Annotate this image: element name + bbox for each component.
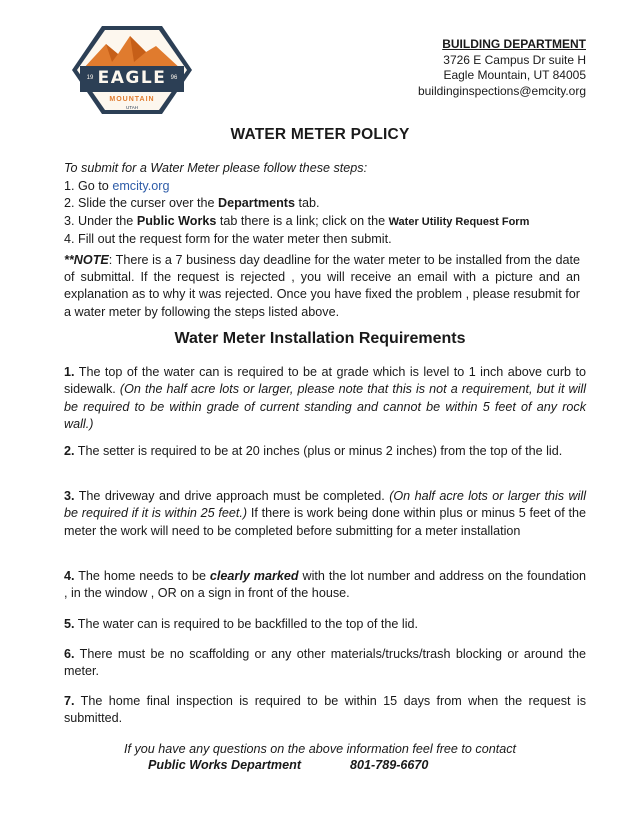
emcity-link[interactable]: emcity.org (112, 178, 170, 193)
step-1: 1. Go to emcity.org (64, 178, 170, 193)
note-text: : There is a 7 business day deadline for the water meter to be installed from the date of submittal. If the request is rejected , you will receive an email with a picture and an explanation as to why it was rejected. Once you have fixed the problem , please resubmit for a water meter by following the steps listed above. (64, 253, 580, 319)
department-email: buildinginspections@emcity.org (417, 83, 586, 98)
contact-department: Public Works Department (148, 758, 302, 772)
address-line-1: 3726 E Campus Dr suite H (443, 52, 586, 67)
steps-intro: To submit for a Water Meter please follow these steps: (64, 161, 368, 175)
requirements-title: Water Meter Installation Requirements (174, 330, 466, 347)
requirement-4: 4. The home needs to be clearly marked with the lot number and address on the foundation , in the window , OR on a sign in front of the house. (64, 569, 586, 601)
logo-sub: MOUNTAIN (109, 96, 155, 103)
requirement-7: 7. The home final inspection is required to be within 15 days from when the request is submitted. (64, 694, 586, 726)
closing-text: If you have any questions on the above information feel free to contact (123, 742, 517, 756)
policy-title: WATER METER POLICY (230, 126, 410, 143)
address-line-2: Eagle Mountain, UT 84005 (443, 68, 586, 82)
requirement-1: 1. The top of the water can is required to be at grade which is level to 1 inch above curb to sidewalk. (On the half acre lots or larger, please note that this is not a requirement, but it will be required to be within grade of current standing and cannot be within 5 feet of any rock wall.) (64, 365, 587, 432)
logo-year-right: 96 (170, 75, 178, 81)
logo-name: EAGLE (97, 68, 167, 88)
step-2: 2. Slide the curser over the Departments tab. (64, 196, 320, 210)
logo-state: UTAH (126, 105, 138, 110)
step-3: 3. Under the Public Works tab there is a link; click on the Water Utility Request Form (64, 213, 530, 228)
submission-steps (64, 160, 584, 249)
step-4: 4. Fill out the request form for the water meter then submit. (64, 232, 392, 246)
requirement-5: 5. The water can is required to be backfilled to the top of the lid. (64, 617, 419, 631)
department-address-block (418, 37, 586, 99)
eagle-mountain-logo (60, 22, 204, 118)
contact-phone: 801-789-6670 (350, 758, 429, 772)
logo-year-left: 19 (86, 75, 94, 81)
requirement-3: 3. The driveway and drive approach must be completed. (On half acre lots or larger this will be required if it is within 25 feet.) If there is work being done within plus or minus 5 feet of the meter the work will need to be completed before submitting for a meter installation (64, 489, 586, 538)
requirement-2: 2. The setter is required to be at 20 inches (plus or minus 2 inches) from the top of the lid. (64, 444, 563, 458)
department-name: BUILDING DEPARTMENT (442, 37, 586, 51)
requirement-6: 6. There must be no scaffolding or any other materials/trucks/trash blocking or around the meter. (64, 647, 586, 679)
note-paragraph (64, 252, 580, 321)
note-label: **NOTE (64, 253, 109, 267)
